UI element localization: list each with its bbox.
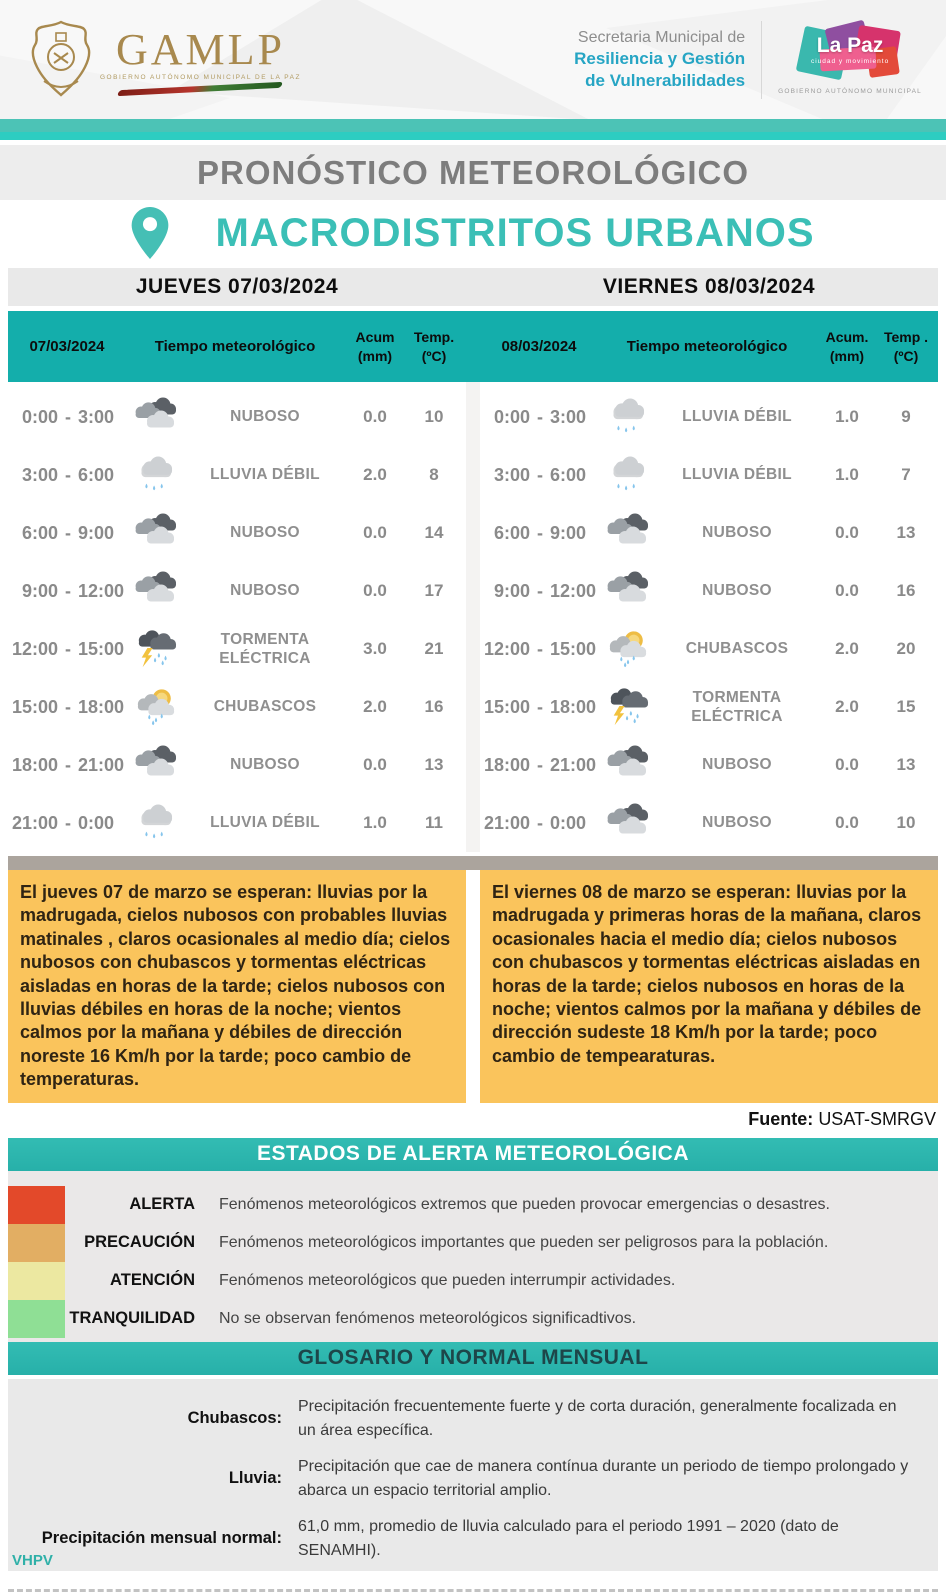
- weather-label: LLUVIA DÉBIL: [210, 814, 320, 832]
- time-start: 21:00: [11, 812, 58, 833]
- alert-level-description: Fenómenos meteorológicos extremos que pueden provocar emergencias o desastres.: [219, 1195, 830, 1213]
- forecast-row: [480, 736, 938, 794]
- precipitation-value: 0.0: [363, 581, 387, 600]
- time-dash: -: [537, 522, 543, 543]
- time-range: [8, 523, 126, 544]
- alert-level-description: No se observan fenómenos meteorológicos significadtivos.: [219, 1309, 637, 1327]
- col-acum: [344, 328, 406, 364]
- org-acronym: GAMLP: [115, 24, 285, 74]
- sun-rain-icon: [598, 628, 658, 670]
- daily-summaries: [8, 870, 938, 1103]
- time-end: 18:00: [550, 696, 597, 717]
- precipitation-value: 1.0: [363, 813, 387, 832]
- clouds-icon: [126, 396, 186, 438]
- col-weather: Tiempo meteorológico: [154, 338, 316, 355]
- forecast-tables: [0, 382, 946, 852]
- rain-icon: [126, 454, 186, 496]
- time-start: 15:00: [483, 696, 530, 717]
- time-start: 9:00: [21, 580, 58, 601]
- time-start: 18:00: [483, 754, 530, 775]
- clouds-icon: [126, 512, 186, 554]
- weather-label: NUBOSO: [702, 814, 772, 832]
- col-temp: [878, 328, 934, 364]
- time-range: [8, 465, 126, 486]
- temperature-value: 16: [896, 581, 916, 600]
- temperature-value: 13: [424, 755, 444, 774]
- temperature-value: 15: [896, 697, 916, 716]
- time-start: 9:00: [493, 580, 530, 601]
- forecast-row: [8, 562, 466, 620]
- temperature-value: 8: [429, 465, 439, 484]
- col-acum-unit: (mm): [357, 347, 393, 364]
- alert-level-description: Fenómenos meteorológicos que pueden interrumpir actividades.: [219, 1271, 676, 1289]
- time-dash: -: [537, 406, 543, 427]
- time-range: [8, 581, 126, 602]
- weather-label: NUBOSO: [230, 582, 300, 600]
- rain-icon: [598, 396, 658, 438]
- forecast-row: [480, 620, 938, 678]
- precipitation-value: 0.0: [363, 407, 387, 426]
- glossary-entry: [8, 1449, 938, 1509]
- time-dash: -: [537, 580, 543, 601]
- alert-level-name: TRANQUILIDAD: [69, 1309, 195, 1328]
- precipitation-value: 2.0: [835, 697, 859, 716]
- lapaz-logo-subtitle: ciudad y movimiento: [810, 58, 890, 65]
- time-end: 15:00: [550, 638, 597, 659]
- time-dash: -: [65, 754, 71, 775]
- time-dash: -: [65, 580, 71, 601]
- forecast-table-thursday: [8, 382, 466, 852]
- time-dash: -: [65, 812, 71, 833]
- time-end: 12:00: [78, 580, 125, 601]
- col-acum: [816, 328, 878, 364]
- time-end: 9:00: [78, 522, 115, 543]
- precipitation-value: 2.0: [363, 697, 387, 716]
- time-dash: -: [65, 464, 71, 485]
- glossary-definition: Precipitación frecuentemente fuerte y de corta duración, generalmente focalizada en un área específica.: [298, 1397, 897, 1439]
- precipitation-value: 0.0: [363, 523, 387, 542]
- glossary-term: Lluvia:: [228, 1468, 282, 1487]
- glossary-definition: 61,0 mm, promedio de lluvia calculado para el periodo 1991 – 2020 (dato de SENAMHI).: [298, 1517, 839, 1559]
- glossary-term: Precipitación mensual normal:: [41, 1528, 282, 1547]
- time-start: 6:00: [21, 522, 58, 543]
- day-headers: [8, 268, 938, 306]
- weather-label: LLUVIA DÉBIL: [682, 466, 792, 484]
- day-title-thursday: JUEVES 07/03/2024: [135, 275, 339, 298]
- time-end: 3:00: [550, 406, 587, 427]
- time-start: 0:00: [493, 406, 530, 427]
- time-dash: -: [537, 812, 543, 833]
- alert-level-row: [8, 1224, 938, 1262]
- weather-label: LLUVIA DÉBIL: [210, 466, 320, 484]
- time-start: 3:00: [21, 464, 58, 485]
- time-range: [480, 639, 598, 660]
- time-range: [8, 813, 126, 834]
- page-subtitle: MACRODISTRITOS URBANOS: [215, 210, 815, 255]
- source-row: [8, 1109, 936, 1130]
- forecast-row: [8, 736, 466, 794]
- col-temp-label: Temp.: [413, 329, 455, 346]
- time-range: [480, 523, 598, 544]
- table-middle-divider: [466, 382, 480, 852]
- precipitation-value: 0.0: [835, 755, 859, 774]
- clouds-icon: [598, 512, 658, 554]
- weather-label: TORMENTA ELÉCTRICA: [691, 688, 783, 725]
- column-header-friday: [480, 311, 938, 382]
- rain-icon: [126, 802, 186, 844]
- col-temp: [406, 328, 462, 364]
- time-end: 12:00: [550, 580, 597, 601]
- time-dash: -: [65, 406, 71, 427]
- glossary-entry: [8, 1389, 938, 1449]
- col-date: 07/03/2024: [29, 338, 105, 355]
- lapaz-logo-icon: [798, 24, 902, 82]
- time-end: 21:00: [550, 754, 597, 775]
- time-end: 3:00: [78, 406, 115, 427]
- col-acum-label: Acum.: [825, 329, 869, 346]
- time-end: 21:00: [78, 754, 125, 775]
- location-pin-icon: [131, 207, 169, 259]
- day-title-friday: VIERNES 08/03/2024: [602, 275, 816, 298]
- precipitation-value: 0.0: [835, 813, 859, 832]
- weather-label: TORMENTA ELÉCTRICA: [219, 630, 311, 667]
- weather-label: CHUBASCOS: [685, 640, 789, 658]
- glossary-section-bar: [8, 1342, 938, 1375]
- alert-level-name: PRECAUCIÓN: [84, 1233, 195, 1252]
- time-dash: -: [65, 696, 71, 717]
- temperature-value: 10: [424, 407, 444, 426]
- precipitation-value: 2.0: [835, 639, 859, 658]
- alert-color-swatch: [8, 1224, 65, 1262]
- summary-thursday: El jueves 07 de marzo se esperan: lluvias por la madrugada, cielos nubosos con probables lluvias matinales , claros ocasionales al medio día; cielos nubosos con chubascos y tormentas eléctricas aisladas en horas de la tarde; cielos nubosos con lluvias débiles en horas de la noche; vientos calmos por la mañana y débiles de dirección noreste 16 Km/h por la tarde; poco cambio de temperaturas.: [8, 870, 466, 1103]
- forecast-row: [8, 446, 466, 504]
- weather-label: NUBOSO: [230, 408, 300, 426]
- temperature-value: 14: [424, 523, 444, 542]
- glossary: [8, 1379, 938, 1571]
- clouds-icon: [598, 744, 658, 786]
- header-right: [574, 21, 922, 99]
- gap: [466, 870, 480, 1103]
- time-range: [8, 639, 126, 660]
- alert-level-name: ALERTA: [129, 1195, 195, 1214]
- precipitation-value: 1.0: [835, 465, 859, 484]
- alerts-section-bar: [8, 1138, 938, 1171]
- col-temp-unit: (ºC): [421, 347, 447, 364]
- alert-levels: [8, 1171, 938, 1342]
- time-range: [8, 755, 126, 776]
- secretariat-line2: Resiliencia y Gestión: [574, 49, 746, 69]
- col-acum-label: Acum: [355, 329, 395, 346]
- alerts-section-title: ESTADOS DE ALERTA METEOROLÓGICA: [256, 1142, 689, 1166]
- vertical-divider: [761, 21, 762, 99]
- weather-label: NUBOSO: [230, 756, 300, 774]
- precipitation-value: 0.0: [835, 581, 859, 600]
- subtitle-row: [0, 200, 946, 266]
- time-range: [480, 581, 598, 602]
- precipitation-value: 2.0: [363, 465, 387, 484]
- time-end: 0:00: [78, 812, 115, 833]
- weather-label: NUBOSO: [702, 524, 772, 542]
- time-start: 18:00: [11, 754, 58, 775]
- time-range: [480, 813, 598, 834]
- source-value: USAT-SMRGV: [818, 1108, 936, 1129]
- col-temp-unit: (ºC): [893, 347, 919, 364]
- weather-label: NUBOSO: [230, 524, 300, 542]
- temperature-value: 11: [425, 813, 443, 832]
- forecast-row: [480, 562, 938, 620]
- temperature-value: 21: [424, 639, 444, 658]
- teal-divider-bar: [0, 119, 946, 132]
- temperature-value: 10: [896, 813, 916, 832]
- summary-friday: El viernes 08 de marzo se esperan: lluvias por la madrugada y primeras horas de la mañana, claros ocasionales hacia el medio día; cielos nubosos con chubascos y tormentas eléctricas aisladas en horas de la tarde; cielos nubosos en horas de la noche; vientos calmos por la mañana y débiles de dirección sudeste 18 Km/h por la tarde; poco cambio de tempearaturas.: [480, 870, 938, 1103]
- secretariat-line1: Secretaria Municipal de: [577, 29, 746, 47]
- alert-color-swatch: [8, 1262, 65, 1300]
- forecast-row: [8, 504, 466, 562]
- ribbon-decoration: [117, 81, 283, 95]
- time-range: [8, 697, 126, 718]
- temperature-value: 13: [896, 755, 916, 774]
- author-initials: VHPV: [12, 1551, 53, 1569]
- temperature-value: 7: [901, 465, 911, 484]
- table-column-headers: [8, 311, 938, 382]
- column-header-thursday: [8, 311, 466, 382]
- precipitation-value: 3.0: [363, 639, 387, 658]
- precipitation-value: 0.0: [835, 523, 859, 542]
- alert-level-description: Fenómenos meteorológicos importantes que pueden ser peligrosos para la población.: [219, 1233, 829, 1251]
- time-end: 6:00: [550, 464, 587, 485]
- time-dash: -: [65, 522, 71, 543]
- page-bottom-edge: [8, 1571, 938, 1592]
- alert-color-swatch: [8, 1300, 65, 1338]
- forecast-row: [480, 446, 938, 504]
- time-end: 9:00: [550, 522, 587, 543]
- glossary-section-title: GLOSARIO Y NORMAL MENSUAL: [297, 1346, 649, 1370]
- clouds-icon: [126, 570, 186, 612]
- clouds-icon: [598, 570, 658, 612]
- time-start: 3:00: [493, 464, 530, 485]
- forecast-row: [8, 678, 466, 736]
- forecast-row: [8, 620, 466, 678]
- weather-label: CHUBASCOS: [213, 698, 317, 716]
- title-band: [0, 145, 946, 200]
- glossary-definition: Precipitación que cae de manera contínua durante un periodo de tiempo prolongado y abarca un espacio territorial amplio.: [298, 1457, 909, 1499]
- time-range: [480, 465, 598, 486]
- time-range: [8, 407, 126, 428]
- alert-level-row: [8, 1300, 938, 1338]
- time-end: 6:00: [78, 464, 115, 485]
- time-dash: -: [537, 696, 543, 717]
- time-start: 0:00: [21, 406, 58, 427]
- secretariat-name: [574, 28, 745, 91]
- weather-label: NUBOSO: [702, 582, 772, 600]
- alert-level-name: ATENCIÓN: [110, 1271, 195, 1290]
- header: [0, 0, 946, 119]
- source-label: Fuente:: [748, 1108, 814, 1129]
- temperature-value: 16: [424, 697, 444, 716]
- temperature-value: 13: [896, 523, 916, 542]
- time-range: [480, 697, 598, 718]
- forecast-row: [480, 388, 938, 446]
- forecast-row: [480, 504, 938, 562]
- time-start: 21:00: [483, 812, 530, 833]
- precipitation-value: 1.0: [835, 407, 859, 426]
- time-dash: -: [537, 638, 543, 659]
- time-end: 0:00: [550, 812, 587, 833]
- time-start: 15:00: [11, 696, 58, 717]
- secretariat-line3: de Vulnerabilidades: [585, 70, 746, 90]
- time-range: [480, 407, 598, 428]
- col-date: 08/03/2024: [501, 338, 577, 355]
- forecast-table-friday: [480, 382, 938, 852]
- time-end: 18:00: [78, 696, 125, 717]
- org-caption: GOBIERNO AUTÓNOMO MUNICIPAL DE LA PAZ: [100, 73, 301, 81]
- glossary-term: Chubascos:: [187, 1408, 282, 1427]
- glossary-entry: [8, 1509, 938, 1569]
- teal-divider-bar-light: [0, 132, 946, 140]
- forecast-row: [8, 388, 466, 446]
- time-end: 15:00: [78, 638, 125, 659]
- time-range: [480, 755, 598, 776]
- weather-label: LLUVIA DÉBIL: [682, 408, 792, 426]
- time-dash: -: [537, 754, 543, 775]
- section-divider-bar: [8, 856, 938, 870]
- time-start: 12:00: [483, 638, 530, 659]
- time-dash: -: [65, 638, 71, 659]
- temperature-value: 9: [901, 407, 911, 426]
- storm-icon: [126, 628, 186, 670]
- time-dash: -: [537, 464, 543, 485]
- weather-label: NUBOSO: [702, 756, 772, 774]
- lapaz-logo-title: La Paz: [816, 34, 884, 57]
- clouds-icon: [126, 744, 186, 786]
- precipitation-value: 0.0: [363, 755, 387, 774]
- forecast-row: [8, 794, 466, 852]
- storm-icon: [598, 686, 658, 728]
- lapaz-logo: [778, 24, 922, 95]
- forecast-row: [480, 794, 938, 852]
- clouds-icon: [598, 802, 658, 844]
- col-temp-label: Temp .: [883, 329, 929, 346]
- temperature-value: 20: [896, 639, 916, 658]
- rain-icon: [598, 454, 658, 496]
- forecast-row: [480, 678, 938, 736]
- alert-color-swatch: [8, 1186, 65, 1224]
- alert-level-row: [8, 1262, 938, 1300]
- time-start: 12:00: [11, 638, 58, 659]
- lapaz-logo-caption: GOBIERNO AUTÓNOMO MUNICIPAL: [778, 88, 922, 95]
- gap: [466, 311, 480, 382]
- col-weather: Tiempo meteorológico: [626, 338, 788, 355]
- time-start: 6:00: [493, 522, 530, 543]
- page-title: PRONÓSTICO METEOROLÓGICO: [196, 153, 750, 191]
- temperature-value: 17: [424, 581, 444, 600]
- sun-rain-icon: [126, 686, 186, 728]
- col-acum-unit: (mm): [829, 347, 865, 364]
- alert-level-row: [8, 1186, 938, 1224]
- gamlp-logo: [30, 19, 301, 101]
- gamlp-crest-icon: [30, 19, 92, 101]
